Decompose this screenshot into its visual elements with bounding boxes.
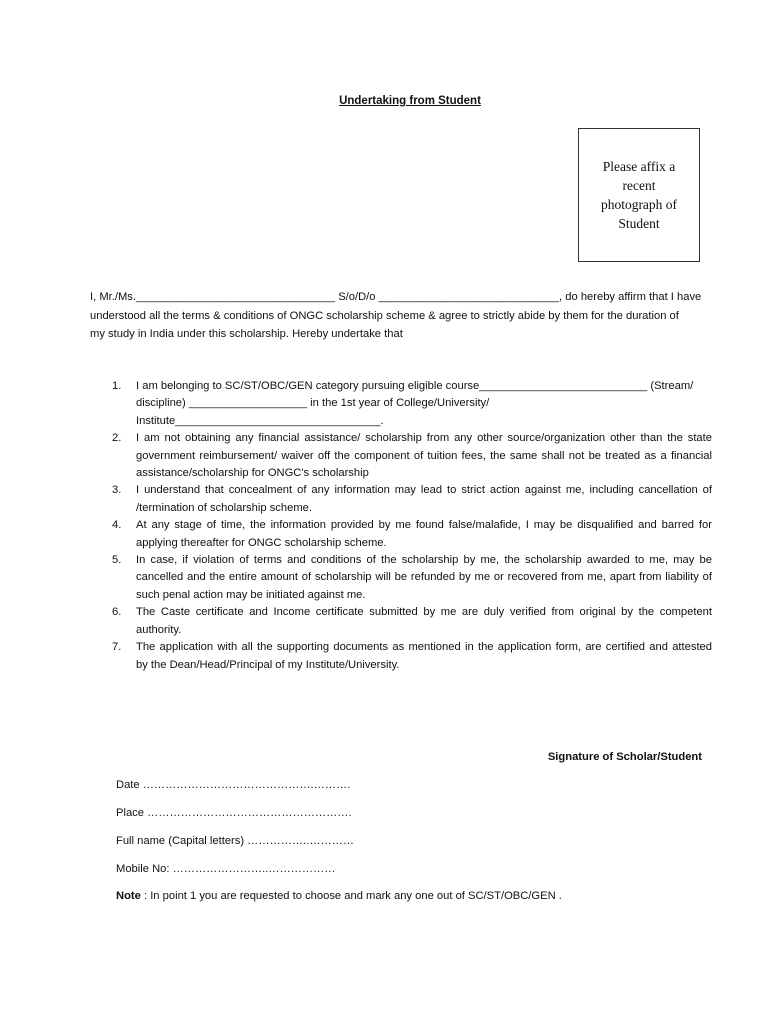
list-item (90, 482, 712, 517)
page-title: Undertaking from Student (339, 95, 481, 107)
list-item-line: /termination of scholarship scheme. (136, 501, 312, 514)
list-item-number: 1. (112, 380, 122, 392)
list-item-line: I understand that concealment of any information may lead to strict action against me, including cancellation of (136, 484, 712, 497)
list-item (90, 552, 712, 604)
mobile-field[interactable]: Mobile No: ……………………..……………… (116, 863, 336, 875)
list-item-line: assistance/scholarship for ONGC's scholarship (136, 467, 369, 480)
photo-box-text: Please affix a recent photograph of Student (600, 159, 678, 231)
note-label: Note (116, 890, 141, 902)
intro-line: my study in India under this scholarship. Hereby undertake that (90, 328, 403, 340)
list-item (90, 517, 712, 552)
intro-line: I, Mr./Ms.________________________________ S/o/D/o _____________________________, do hereby affirm that I have (90, 291, 702, 303)
photo-placeholder-box[interactable] (578, 128, 700, 262)
list-item-line: cancelled and the entire amount of scholarship will be refunded by me or recovered from me, apart from liability of (136, 571, 712, 584)
full-name-field[interactable]: Full name (Capital letters) ……………..………… (116, 835, 355, 847)
intro-paragraph (90, 288, 702, 344)
note-text: : In point 1 you are requested to choose and mark any one out of SC/ST/OBC/GEN . (140, 890, 562, 902)
list-item-number: 5. (112, 554, 122, 567)
list-item-number: 7. (112, 641, 122, 654)
list-item-line: applying thereafter for ONGC scholarship scheme. (136, 536, 387, 549)
list-item-line: authority. (136, 623, 182, 636)
list-item-number: 6. (112, 606, 122, 619)
list-item-line: The Caste certificate and Income certificate submitted by me are duly verified from original by the competent (136, 606, 712, 619)
list-item-line: At any stage of time, the information provided by me found false/malafide, I may be disqualified and barred for (136, 519, 712, 532)
list-item-line: I am not obtaining any financial assistance/ scholarship from any other source/organization other than the state (136, 432, 712, 445)
list-item-line: such penal action may be initiated against me. (136, 588, 366, 601)
list-item-number: 3. (112, 484, 122, 497)
list-item-number: 2. (112, 432, 122, 445)
list-item-number: 4. (112, 519, 122, 532)
list-item-line: The application with all the supporting documents as mentioned in the application form, are certified and attested (136, 641, 712, 654)
list-item-line: discipline) ___________________ in the 1st year of College/University/ (136, 397, 490, 410)
list-item (90, 430, 712, 482)
list-item (90, 639, 712, 674)
list-item-line: Institute_________________________________. (136, 414, 384, 427)
list-item-line: by the Dean/Head/Principal of my Institute/University. (136, 658, 400, 671)
undertaking-points-list (90, 378, 712, 674)
list-item (90, 378, 712, 430)
list-item (90, 604, 712, 639)
intro-line: understood all the terms & conditions of ONGC scholarship scheme & agree to strictly abide by them for the duration of (90, 309, 679, 322)
list-item-line: government reimbursement/ waiver off the component of tuition fees, the same shall not be treated as a financial (136, 449, 712, 462)
place-field[interactable]: Place ………………………………………………. (116, 807, 352, 819)
note (116, 890, 562, 902)
date-field[interactable]: Date ……………………………………….………. (116, 779, 351, 791)
list-item-line: In case, if violation of terms and conditions of the scholarship by me, the scholarship awarded to me, may be (136, 554, 712, 567)
list-item-line: I am belonging to SC/ST/OBC/GEN category pursuing eligible course___________________________ (Stream/ (136, 380, 694, 392)
signature-label: Signature of Scholar/Student (547, 751, 702, 763)
